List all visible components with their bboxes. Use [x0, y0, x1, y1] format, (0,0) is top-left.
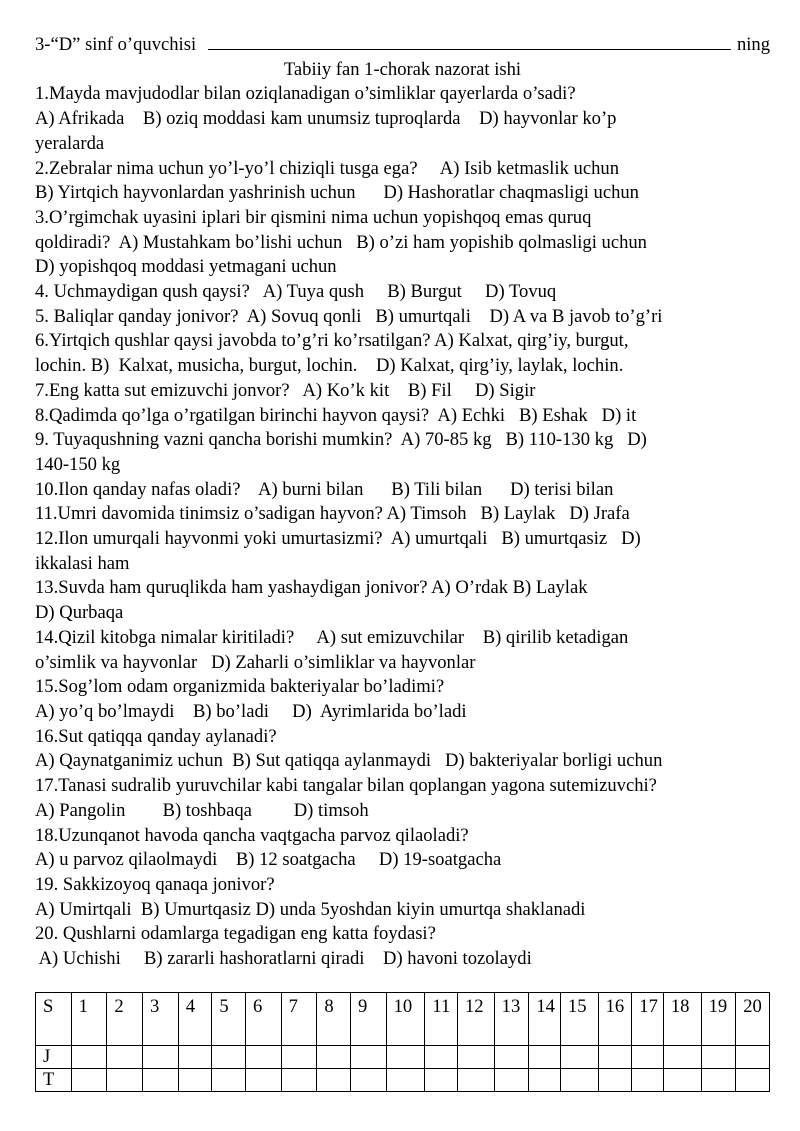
answer-cell[interactable]: [212, 1046, 246, 1069]
name-blank[interactable]: [208, 32, 731, 50]
answer-cell[interactable]: [178, 1046, 212, 1069]
answer-table-row: [36, 1069, 770, 1092]
student-name-line: [35, 32, 770, 58]
answer-table-header: [36, 993, 770, 1046]
question-line: 10.Ilon qanday nafas oladi? A) burni bilan B) Tili bilan D) terisi bilan: [35, 478, 614, 500]
answer-cell[interactable]: [281, 1069, 317, 1092]
answer-table-header-cell: S: [36, 993, 72, 1046]
question-line: 6.Yirtqich qushlar qaysi javobda to’g’ri ko’rsatilgan? A) Kalxat, qirg’iy, burgut,: [35, 330, 629, 352]
answer-cell[interactable]: [425, 1069, 458, 1092]
answer-cell[interactable]: [71, 1069, 107, 1092]
question-line: 14.Qizil kitobga nimalar kiritiladi? A) sut emizuvchilar B) qirilib ketadigan: [35, 626, 629, 648]
question-line: qoldiradi? A) Mustahkam bo’lishi uchun B) o’zi ham yopishib qolmasligi uchun: [35, 231, 647, 253]
answer-cell[interactable]: [632, 1046, 664, 1069]
answer-table-header-cell: 18: [663, 993, 701, 1046]
question-line: 11.Umri davomida tinimsiz o’sadigan hayvon? A) Timsoh B) Laylak D) Jrafa: [35, 503, 630, 525]
question-line: 7.Eng katta sut emizuvchi jonvor? A) Ko’k kit B) Fil D) Sigir: [35, 379, 536, 401]
answer-cell[interactable]: [494, 1046, 529, 1069]
answer-cell[interactable]: [529, 1046, 561, 1069]
question-line: D) Qurbaqa: [35, 602, 124, 624]
quiz-title: Tabiiy fan 1-chorak nazorat ishi: [283, 58, 522, 80]
answer-cell[interactable]: [598, 1069, 632, 1092]
question-line: A) Uchishi B) zararli hashoratlarni qiradi D) havoni tozolaydi: [35, 948, 532, 970]
answer-table-header-cell: 17: [632, 993, 664, 1046]
answer-cell[interactable]: [350, 1046, 386, 1069]
question-line: A) Afrikada B) oziq moddasi kam unumsiz tuproqlarda D) hayvonlar ko’p: [35, 108, 617, 130]
answer-table-header-cell: 11: [425, 993, 458, 1046]
answer-cell[interactable]: [701, 1046, 736, 1069]
question-line: 3.O’rgimchak uyasini iplari bir qismini nima uchun yopishqoq emas quruq: [35, 206, 592, 228]
answer-table-header-cell: 5: [212, 993, 246, 1046]
question-line: 17.Tanasi sudralib yuruvchilar kabi tangalar bilan qoplangan yagona sutemizuvchi?: [35, 775, 657, 797]
answer-table-header-cell: 19: [701, 993, 736, 1046]
answer-table-header-cell: 14: [529, 993, 561, 1046]
answer-cell[interactable]: [560, 1046, 598, 1069]
question-line: 13.Suvda ham quruqlikda ham yashaydigan jonivor? A) O’rdak B) Laylak: [35, 577, 588, 599]
answer-cell[interactable]: [245, 1046, 281, 1069]
answer-table-header-cell: 8: [317, 993, 351, 1046]
answer-table-header-cell: 15: [560, 993, 598, 1046]
quiz-sheet: [35, 32, 770, 972]
answer-table-header-cell: 3: [143, 993, 179, 1046]
answer-cell[interactable]: [107, 1069, 143, 1092]
answer-cell[interactable]: [701, 1069, 736, 1092]
answer-cell[interactable]: [632, 1069, 664, 1092]
answer-cell[interactable]: [386, 1046, 425, 1069]
answer-cell[interactable]: [457, 1046, 494, 1069]
answer-table-header-cell: 16: [598, 993, 632, 1046]
answer-table-header-cell: 4: [178, 993, 212, 1046]
answer-table-header-cell: 10: [386, 993, 425, 1046]
answer-cell[interactable]: [494, 1069, 529, 1092]
question-line: 2.Zebralar nima uchun yo’l-yo’l chiziqli tusga ega? A) Isib ketmaslik uchun: [35, 157, 619, 179]
question-line: A) Umirtqali B) Umurtqasiz D) unda 5yoshdan kiyin umurtqa shaklanadi: [35, 898, 586, 920]
answer-cell[interactable]: [529, 1069, 561, 1092]
answer-table-header-cell: 2: [107, 993, 143, 1046]
answer-table-header-cell: 13: [494, 993, 529, 1046]
question-line: lochin. B) Kalxat, musicha, burgut, lochin. D) Kalxat, qirg’iy, laylak, lochin.: [35, 355, 624, 377]
answer-cell[interactable]: [143, 1046, 179, 1069]
answer-table-header-cell: 20: [736, 993, 770, 1046]
answer-cell[interactable]: [178, 1069, 212, 1092]
question-line: 4. Uchmaydigan qush qaysi? A) Tuya qush B) Burgut D) Tovuq: [35, 281, 557, 303]
question-line: A) Qaynatganimiz uchun B) Sut qatiqqa aylanmaydi D) bakteriyalar borligi uchun: [35, 750, 663, 772]
answer-table-header-cell: 9: [350, 993, 386, 1046]
answer-cell[interactable]: [350, 1069, 386, 1092]
answer-table-header-cell: 12: [457, 993, 494, 1046]
answer-table-header-cell: 1: [71, 993, 107, 1046]
answer-cell[interactable]: [143, 1069, 179, 1092]
answer-cell[interactable]: [281, 1046, 317, 1069]
question-line: o’simlik va hayvonlar D) Zaharli o’simliklar va hayvonlar: [35, 651, 476, 673]
question-line: 140-150 kg: [35, 453, 121, 475]
question-line: 12.Ilon umurqali hayvonmi yoki umurtasizmi? A) umurtqali B) umurtqasiz D): [35, 528, 641, 550]
answer-table: [35, 992, 770, 1092]
answer-cell[interactable]: [386, 1069, 425, 1092]
answer-cell[interactable]: [457, 1069, 494, 1092]
question-line: 9. Tuyaqushning vazni qancha borishi mumkin? A) 70-85 kg B) 110-130 kg D): [35, 429, 647, 451]
question-line: 20. Qushlarni odamlarga tegadigan eng katta foydasi?: [35, 923, 436, 945]
answer-cell[interactable]: [560, 1069, 598, 1092]
answer-cell[interactable]: [107, 1046, 143, 1069]
question-line: A) yo’q bo’lmaydi B) bo’ladi D) Ayrimlarida bo’ladi: [35, 700, 467, 722]
answer-cell[interactable]: [663, 1069, 701, 1092]
answer-cell[interactable]: [598, 1046, 632, 1069]
question-line: A) u parvoz qilaolmaydi B) 12 soatgacha D) 19-soatgacha: [35, 849, 502, 871]
answer-table-row: [36, 1046, 770, 1069]
answer-cell[interactable]: [317, 1069, 351, 1092]
question-line: D) yopishqoq moddasi yetmagani uchun: [35, 256, 337, 278]
answer-row-label: J: [36, 1046, 72, 1069]
question-line: 15.Sog’lom odam organizmida bakteriyalar bo’ladimi?: [35, 676, 445, 698]
answer-cell[interactable]: [212, 1069, 246, 1092]
answer-row-label: T: [36, 1069, 72, 1092]
answer-cell[interactable]: [245, 1069, 281, 1092]
answer-cell[interactable]: [736, 1046, 770, 1069]
class-label: 3-“D” sinf o’quvchisi: [35, 34, 197, 55]
answer-cell[interactable]: [71, 1046, 107, 1069]
question-line: 5. Baliqlar qanday jonivor? A) Sovuq qonli B) umurtqali D) A va B javob to’g’ri: [35, 305, 663, 327]
question-line: 1.Mayda mavjudodlar bilan oziqlanadigan o’simliklar qayerlarda o’sadi?: [35, 83, 576, 105]
answer-table-header-cell: 6: [245, 993, 281, 1046]
answer-cell[interactable]: [663, 1046, 701, 1069]
question-line: 19. Sakkizoyoq qanaqa jonivor?: [35, 873, 275, 895]
question-line: B) Yirtqich hayvonlardan yashrinish uchun D) Hashoratlar chaqmasligi uchun: [35, 182, 639, 204]
answer-cell[interactable]: [425, 1046, 458, 1069]
question-line: 16.Sut qatiqqa qanday aylanadi?: [35, 725, 277, 747]
name-suffix: ning: [736, 34, 770, 55]
answer-cell[interactable]: [317, 1046, 351, 1069]
question-line: ikkalasi ham: [35, 552, 130, 574]
question-line: A) Pangolin B) toshbaqa D) timsoh: [35, 799, 369, 821]
answer-cell[interactable]: [736, 1069, 770, 1092]
question-list: [35, 82, 770, 971]
question-line: 8.Qadimda qo’lga o’rgatilgan birinchi hayvon qaysi? A) Echki B) Eshak D) it: [35, 404, 637, 426]
answer-table-header-cell: 7: [281, 993, 317, 1046]
question-line: yeralarda: [35, 132, 105, 154]
question-line: 18.Uzunqanot havoda qancha vaqtgacha parvoz qilaoladi?: [35, 824, 469, 846]
